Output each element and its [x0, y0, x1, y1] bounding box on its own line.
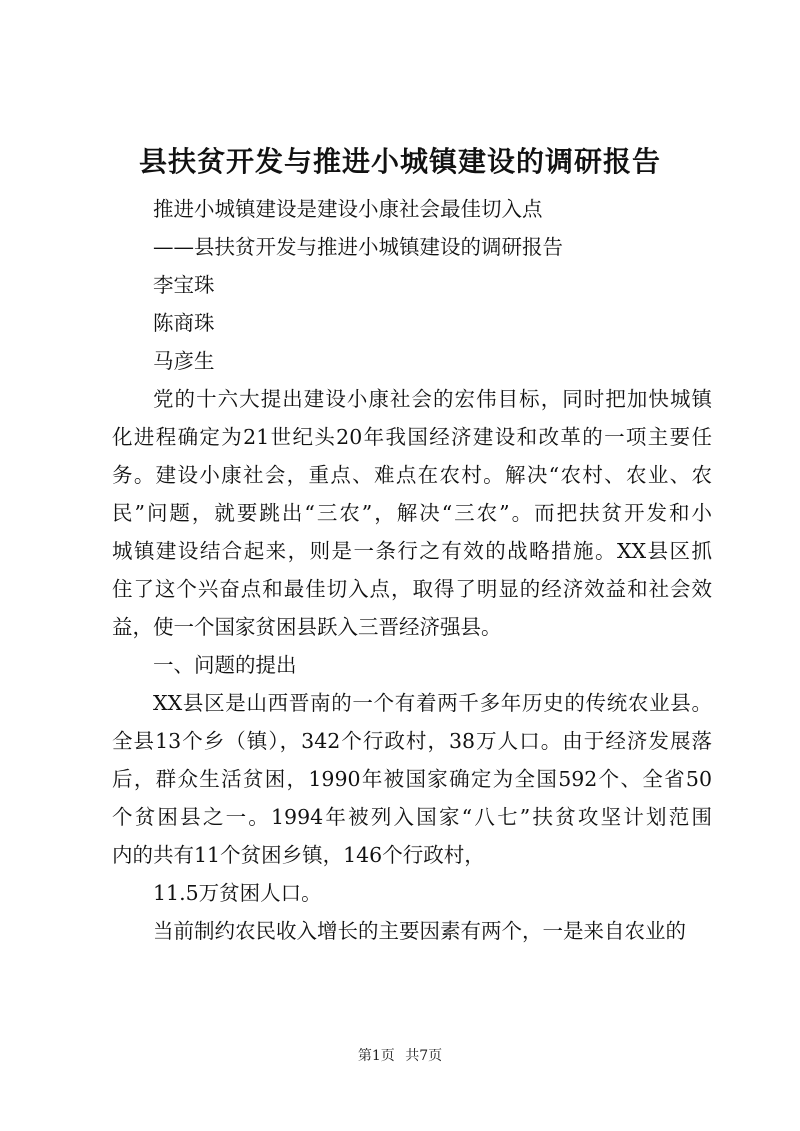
subtitle-line: ——县扶贫开发与推进小城镇建设的调研报告 — [153, 235, 563, 259]
text-line: 住了这个兴奋点和最佳切入点，取得了明显的经济效益和社会效 — [112, 577, 712, 601]
text-line: 内的共有11个贫困乡镇，146个行政村， — [112, 843, 485, 867]
section-heading: 一、问题的提出 — [153, 653, 297, 677]
paragraph-background — [112, 684, 712, 874]
text-line: 个贫困县之一。1994年被列入国家“八七”扶贫攻坚计划范围 — [112, 805, 712, 829]
text-line: 全县13个乡（镇），342个行政村，38万人口。由于经济发展落 — [112, 729, 712, 753]
text-line: 益，使一个国家贫困县跃入三晋经济强县。 — [112, 615, 502, 639]
text-line: 务。建设小康社会，重点、难点在农村。解决“农村、农业、农 — [112, 463, 712, 487]
page-total: 共7页 — [405, 1048, 443, 1064]
subtitle-line: 推进小城镇建设是建设小康社会最佳切入点 — [153, 197, 543, 221]
author-name: 马彦生 — [153, 349, 215, 373]
text-line: 党的十六大提出建设小康社会的宏伟目标，同时把加快城镇 — [153, 387, 712, 411]
page-footer — [0, 1046, 800, 1066]
document-title: 县扶贫开发与推进小城镇建设的调研报告 — [138, 145, 661, 178]
author-name: 陈商珠 — [153, 311, 215, 335]
text-line: 化进程确定为21世纪头20年我国经济建设和改革的一项主要任 — [112, 425, 712, 449]
text-line: XX县区是山西晋南的一个有着两千多年历史的传统农业县。 — [153, 691, 712, 715]
page-number: 第1页 — [357, 1048, 395, 1064]
text-line: 城镇建设结合起来，则是一条行之有效的战略措施。XX县区抓 — [112, 539, 712, 563]
paragraph-intro — [112, 380, 712, 646]
author-name: 李宝珠 — [153, 273, 215, 297]
paragraph-constraints: 当前制约农民收入增长的主要因素有两个，一是来自农业的 — [153, 919, 686, 943]
text-line: 民”问题，就要跳出“三农”，解决“三农”。而把扶贫开发和小 — [112, 501, 712, 525]
document-body — [112, 190, 712, 950]
paragraph-poverty-population: 11.5万贫困人口。 — [153, 881, 322, 905]
text-line: 后，群众生活贫困，1990年被国家确定为全国592个、全省50 — [112, 767, 712, 791]
